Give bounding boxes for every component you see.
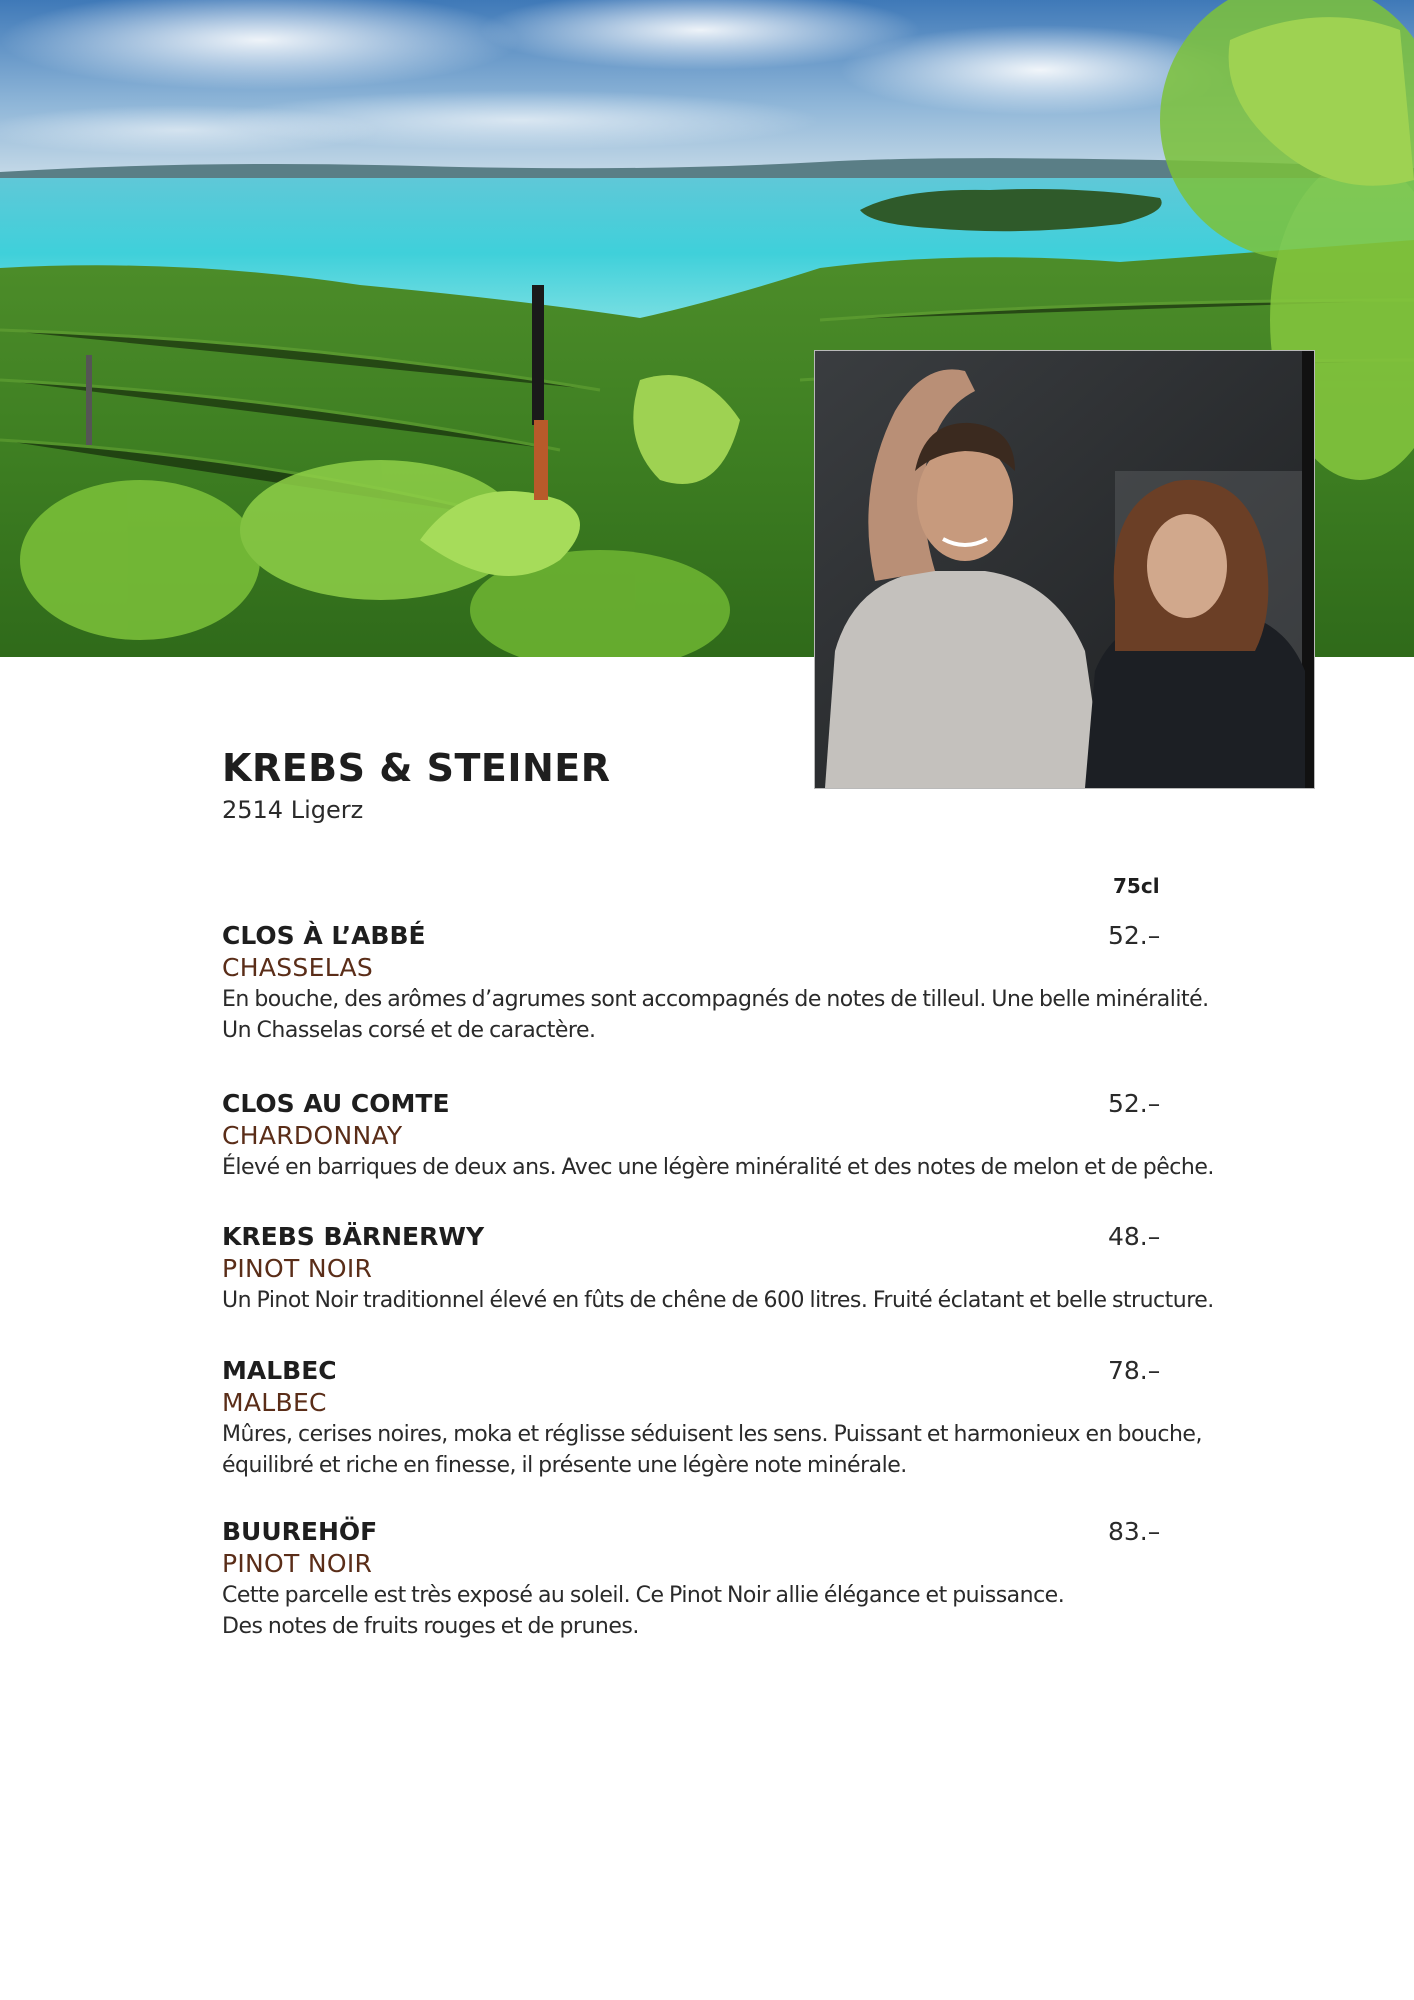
wine-price: 78.– bbox=[1108, 1356, 1161, 1385]
wine-entry bbox=[222, 920, 1262, 1046]
producer-location: 2514 Ligerz bbox=[222, 796, 364, 824]
wine-description: En bouche, des arômes d’agrumes sont accompagnés de notes de tilleul. Une belle minéralité. Un Chasselas corsé et de caractère. bbox=[222, 987, 1209, 1043]
wine-description: Cette parcelle est très exposé au soleil. Ce Pinot Noir allie élégance et puissance. Des notes de fruits rouges et de prunes. bbox=[222, 1583, 1065, 1639]
wine-grape: PINOT NOIR bbox=[222, 1549, 373, 1578]
wine-description: Mûres, cerises noires, moka et réglisse séduisent les sens. Puissant et harmonieux en bouche, équilibré et riche en finesse, il présente une légère note minérale. bbox=[222, 1422, 1202, 1478]
wine-entry bbox=[222, 1221, 1262, 1316]
wine-price: 52.– bbox=[1108, 921, 1161, 950]
wine-price: 52.– bbox=[1108, 1089, 1161, 1118]
winemakers-portrait-photo bbox=[814, 350, 1315, 789]
wine-entry bbox=[222, 1088, 1262, 1183]
wine-grape: CHASSELAS bbox=[222, 953, 374, 982]
wine-price: 48.– bbox=[1108, 1222, 1161, 1251]
wine-description: Élevé en barriques de deux ans. Avec une légère minéralité et des notes de melon et de pêche. bbox=[222, 1155, 1214, 1180]
producer-name: KREBS & STEINER bbox=[222, 746, 611, 790]
wine-name: BUUREHÖF bbox=[222, 1517, 378, 1546]
wine-name: CLOS À L’ABBÉ bbox=[222, 921, 426, 950]
wine-description: Un Pinot Noir traditionnel élevé en fûts de chêne de 600 litres. Fruité éclatant et belle structure. bbox=[222, 1288, 1214, 1313]
wine-entry bbox=[222, 1516, 1262, 1642]
wine-name: MALBEC bbox=[222, 1356, 337, 1385]
wine-grape: PINOT NOIR bbox=[222, 1254, 373, 1283]
wine-name: KREBS BÄRNERWY bbox=[222, 1222, 485, 1251]
wine-entry bbox=[222, 1355, 1262, 1481]
wine-grape: CHARDONNAY bbox=[222, 1121, 403, 1150]
wine-price: 83.– bbox=[1108, 1517, 1161, 1546]
bottle-size-column-header: 75cl bbox=[1113, 874, 1160, 898]
wine-grape: MALBEC bbox=[222, 1388, 327, 1417]
wine-name: CLOS AU COMTE bbox=[222, 1089, 450, 1118]
